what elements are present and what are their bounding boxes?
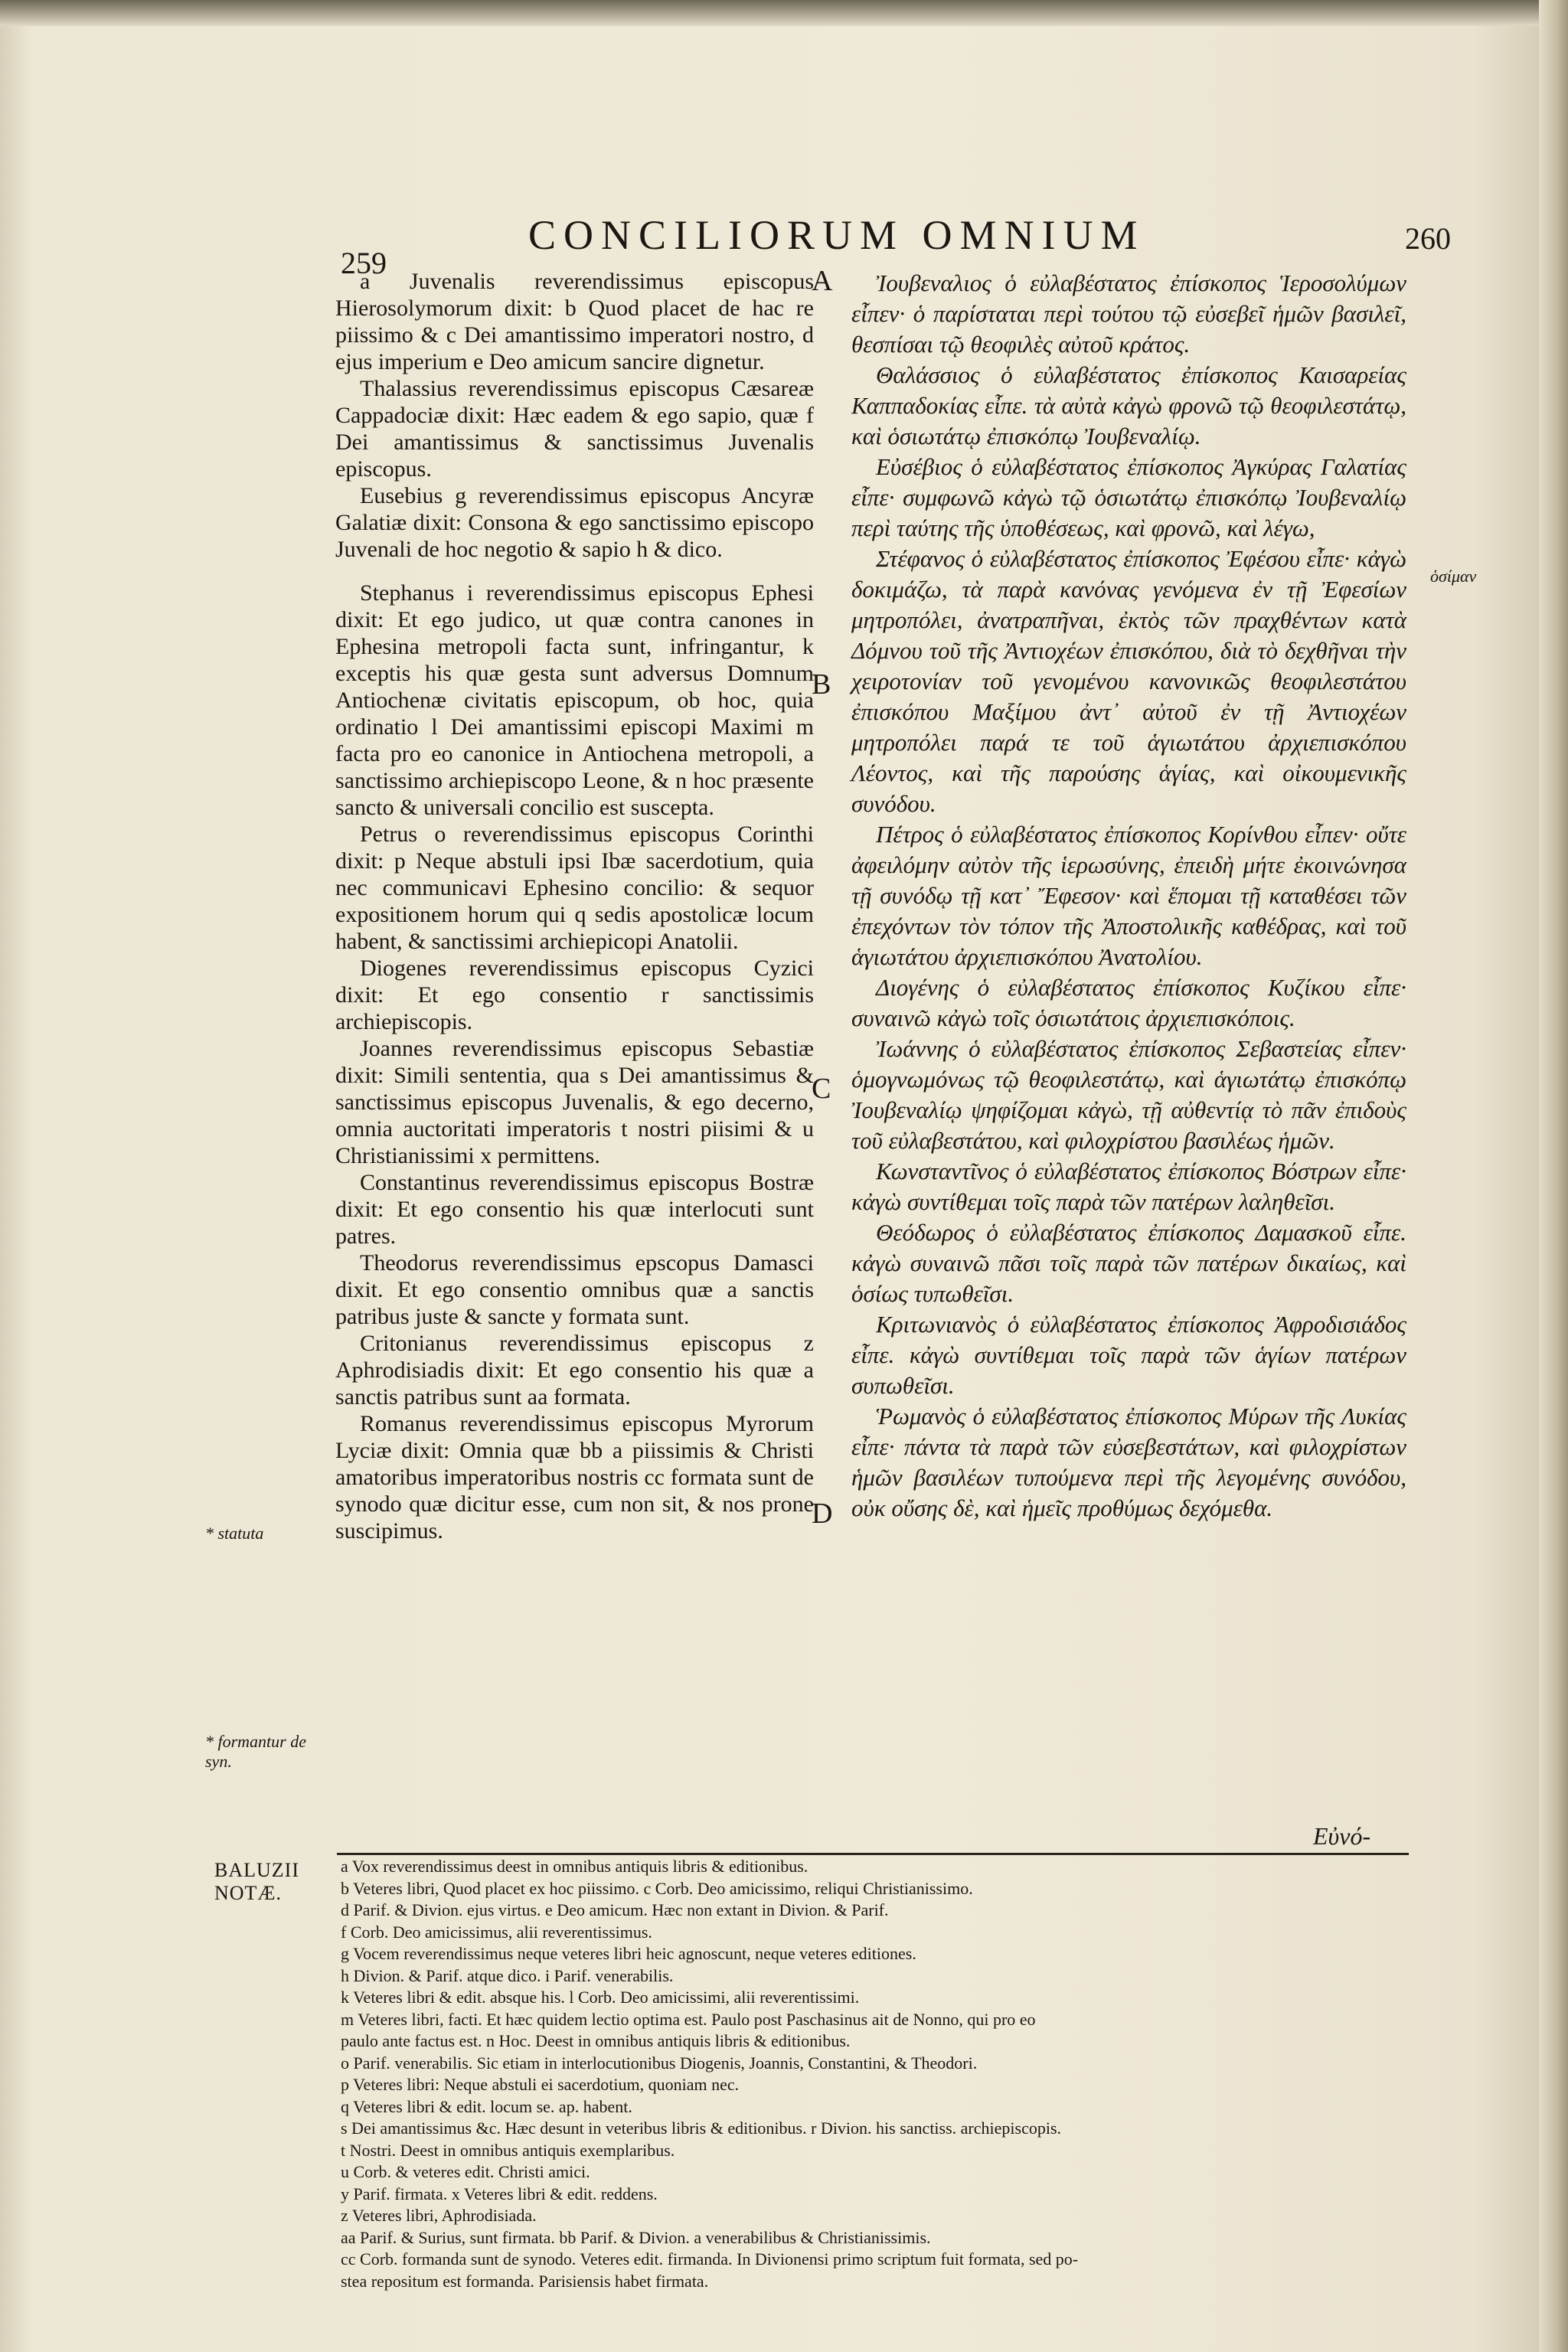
footnote-line: o Parif. venerabilis. Sic etiam in interlocutionibus Diogenis, Joannis, Constantini, & Theodori.: [341, 2053, 978, 2073]
greek-paragraph: Διογένης ὁ εὐλαβέστατος ἐπίσκοπος Κυζίκου εἶπε· συναινῶ κἀγὼ τοῖς ὁσιωτάτοις ἀρχιεπισκόποις.: [851, 974, 1406, 1031]
footnote-line: f Corb. Deo amicissimus, alii reverentissimus.: [341, 1922, 652, 1942]
running-title: CONCILIORUM OMNIUM: [528, 212, 1145, 258]
latin-paragraph: Petrus o reverendissimus episcopus Corinthi dixit: p Neque abstuli ipsi Ibæ sacerdotium, quia nec communicavi Ephesino concilio: & sequor expositionem horum qui q sedis apostolicæ locum habent, & sanctissimi archiepicopi Anatolii.: [335, 822, 814, 954]
latin-paragraph: Stephanus i reverendissimus episcopus Ephesi dixit: Et ego judico, ut quæ contra canones in Ephesina metropoli facta sunt, infringantur, k exceptis his quæ gesta sunt adversus Domnum Antiochenæ civitatis episcopum, ob hoc, quia ordinatio l Dei amantissimi episcopi Maximi m facta pro eo canonice in Antiochena metropoli, a sanctissimo archiepiscopo Leone, & n hoc præsente sancto & universali concilio est suscepta.: [335, 580, 814, 820]
footnote-line: q Veteres libri & edit. locum se. ap. habent.: [341, 2096, 632, 2116]
greek-column: [851, 268, 1406, 1524]
greek-paragraph: Πέτρος ὁ εὐλαβέστατος ἐπίσκοπος Κορίνθου εἶπεν· οὔτε ἀφειλόμην αὐτὸν τῆς ἱερωσύνης, ἐπειδὴ μήτε ἐκοινώνησα τῇ συνόδῳ τῇ κατ᾽ Ἔφεσον· καὶ ἕπομαι τῇ καταθέσει τῶν ἐπεχόντων τὸν τόπον τῆς Ἀποστολικῆς καθέδρας, καὶ τοῦ ἁγιωτάτου ἀρχιεπισκόπου Ἀνατολίου.: [851, 821, 1406, 970]
footnote-line: m Veteres libri, facti. Et hæc quidem lectio optima est. Paulo post Paschasinus ait de Nonno, qui pro eo: [341, 2009, 1036, 2029]
latin-paragraph: Critonianus reverendissimus episcopus z Aphrodisiadis dixit: Et ego consentio his quæ a sanctis patribus sunt aa formata.: [335, 1331, 814, 1410]
latin-paragraph: Diogenes reverendissimus episcopus Cyzici dixit: Et ego consentio r sanctissimis archiepiscopis.: [335, 956, 814, 1034]
greek-paragraph: Ἰουβεναλιος ὁ εὐλαβέστατος ἐπίσκοπος Ἱεροσολύμων εἶπεν· ὁ παρίσταται περὶ τούτου τῷ εὐσεβεῖ ἡμῶν βασιλεῖ, θεσπίσαι τῷ θεοφιλὲς αὐτοῦ κράτος.: [851, 270, 1406, 358]
footnote-line: stea repositum est formanda. Parisiensis habet firmata.: [341, 2271, 709, 2291]
footnote-line: d Parif. & Divion. ejus virtus. e Deo amicum. Hæc non extant in Divion. & Parif.: [341, 1900, 889, 1919]
book-spine-shadow: [1539, 0, 1568, 2352]
footnote-line: h Divion. & Parif. atque dico. i Parif. venerabilis.: [341, 1965, 674, 1985]
latin-paragraph: Joannes reverendissimus episcopus Sebastiæ dixit: Simili sententia, qua s Dei amantissimus & sanctissimus episcopus Juvenalis, & ego decerno, omnia auctoritati imperatoris t nostri piisimi & u Christianissimi x permittens.: [335, 1036, 814, 1168]
notes-label-line: BALUZII: [214, 1859, 299, 1881]
running-header: [0, 207, 1568, 280]
latin-paragraph: a Juvenalis reverendissimus episcopus Hierosolymorum dixit: b Quod placet de hac re piissimo & c Dei amantissimo imperatori nostro, d ejus imperium e Deo amicum sancire dignetur.: [335, 269, 814, 374]
section-letter-c: C: [812, 1073, 831, 1105]
footnote-line: u Corb. & veteres edit. Christi amici.: [341, 2162, 590, 2181]
footnote-line: k Veteres libri & edit. absque his. l Corb. Deo amicissimi, alii reverentissimi.: [341, 1988, 860, 2007]
footnote-line: p Veteres libri: Neque abstuli ei sacerdotium, quoniam nec.: [341, 2075, 740, 2094]
notes-label: [214, 1859, 299, 1905]
footnote-line: aa Parif. & Surius, sunt firmata. bb Parif. & Divion. a venerabilibus & Christianissimis.: [341, 2227, 931, 2247]
section-letter-d: D: [812, 1498, 833, 1530]
greek-paragraph: Κριτωνιανὸς ὁ εὐλαβέστατος ἐπίσκοπος Ἀφροδισιάδος εἶπε. κἀγὼ συντίθεμαι τοῖς παρὰ τῶν ἁγίων πατέρων συπωθεῖσι.: [851, 1311, 1406, 1399]
margin-note-formantur: * formantur de syn.: [205, 1732, 306, 1771]
greek-paragraph: Ῥωμανὸς ὁ εὐλαβέστατος ἐπίσκοπος Μύρων τῆς Λυκίας εἶπε· πάντα τὰ παρὰ τῶν εὐσεβεστάτων, καὶ φιλοχρίστων ἡμῶν βασιλέων τυπούμενα περὶ τῆς λεγομένης συνόδου, οὐκ οὔσης δὲ, καὶ ἡμεῖς προθύμως δεχόμεθα.: [851, 1403, 1406, 1521]
footnote-line: t Nostri. Deest in omnibus antiquis exemplaribus.: [341, 2140, 675, 2160]
latin-paragraph: Romanus reverendissimus episcopus Myrorum Lyciæ dixit: Omnia quæ bb a piissimis & Christi amatoribus imperatoribus nostris cc formata sunt de synodo quæ dicitur esse, cum non sit, & nos prone suscipimus.: [335, 1411, 814, 1544]
notes-label-line: NOTÆ.: [214, 1882, 283, 1904]
greek-paragraph: Θαλάσσιος ὁ εὐλαβέστατος ἐπίσκοπος Καισαρείας Καππαδοκίας εἶπε. τὰ αὐτὰ κἀγὼ φρονῶ τῷ θεοφιλεστάτῳ, καὶ ὁσιωτάτῳ ἐπισκόπῳ Ἰουβεναλίῳ.: [851, 361, 1406, 449]
footnote-line: y Parif. firmata. x Veteres libri & edit. reddens.: [341, 2184, 658, 2203]
section-letter-b: B: [812, 668, 831, 701]
footnote-rule: [337, 1853, 1409, 1855]
latin-column: [335, 268, 814, 1544]
greek-paragraph: Στέφανος ὁ εὐλαβέστατος ἐπίσκοπος Ἐφέσου εἶπε· κἀγὼ δοκιμάζω, τὰ παρὰ κανόνας γενόμενα ἐν τῇ Ἐφεσίων μητροπόλει, ἀνατραπῆναι, ἐκτὸς τῶν πραχθέντων κατὰ Δόμνου τοῦ τῆς Ἀντιοχέων ἐπισκόπου, διὰ τὸ δεχθῆναι τὴν χειροτονίαν τοῦ γενομένου κανονικῶς θεοφιλεστάτου ἐπισκόπου Μαξίμου ἀντ᾽ αὐτοῦ ἐν τῇ Ἀντιοχέων μητροπόλει παρά τε τοῦ ἁγιωτάτου ἀρχιεπισκόπου Λέοντος, καὶ τῆς παρούσης ἁγίας, καὶ οἰκουμενικῆς συνόδου.: [851, 545, 1406, 817]
margin-note-statuta: * statuta: [205, 1524, 264, 1543]
page-top-shadow: [0, 0, 1568, 26]
latin-paragraph: Eusebius g reverendissimus episcopus Ancyræ Galatiæ dixit: Consona & ego sanctissimo episcopo Juvenali de hoc negotio & sapio h & dico.: [335, 483, 814, 562]
greek-paragraph: Ἰωάννης ὁ εὐλαβέστατος ἐπίσκοπος Σεβαστείας εἶπεν· ὁμογνωμόνως τῷ θεοφιλεστάτῳ, καὶ ἁγιωτάτῳ ἐπισκόπῳ Ἰουβεναλίῳ ψηφίζομαι κἀγὼ, τῇ αὐθεντίᾳ τὸ πᾶν ἐπιδοὺς τοῦ εὐλαβεστάτου, καὶ φιλοχρίστου βασιλέως ἡμῶν.: [851, 1035, 1406, 1154]
page-number-left: 259: [341, 246, 387, 280]
footnote-line: z Veteres libri, Aphrodisiada.: [341, 2206, 537, 2225]
margin-note-greek-variant: ὁσίμαν: [1430, 567, 1477, 586]
baluzii-notes: [341, 1856, 1413, 2292]
latin-paragraph: Thalassius reverendissimus episcopus Cæsareæ Cappadociæ dixit: Hæc eadem & ego sapio, quæ f Dei amantissimus & sanctissimus Juvenalis episcopus.: [335, 376, 814, 482]
section-letter-a: A: [812, 265, 833, 297]
greek-paragraph: Εὐσέβιος ὁ εὐλαβέστατος ἐπίσκοπος Ἀγκύρας Γαλατίας εἶπε· συμφωνῶ κἀγὼ τῷ ὁσιωτάτῳ ἐπισκόπῳ Ἰουβεναλίῳ περὶ ταύτης τῆς ὑποθέσεως, καὶ φρονῶ, καὶ λέγω,: [851, 453, 1406, 541]
latin-paragraph: Theodorus reverendissimus epscopus Damasci dixit. Et ego consentio omnibus quæ a sanctis patribus juste & sancte y formata sunt.: [335, 1250, 814, 1329]
footnote-line: b Veteres libri, Quod placet ex hoc piissimo. c Corb. Deo amicissimo, reliqui Christianissimo.: [341, 1878, 973, 1898]
footnote-line: cc Corb. formanda sunt de synodo. Veteres edit. firmanda. In Divionensi primo scriptum fuit formata, sed po-: [341, 2249, 1079, 2269]
footnote-line: s Dei amantissimus &c. Hæc desunt in veteribus libris & editionibus. r Divion. his sanctiss. archiepiscopis.: [341, 2118, 1062, 2138]
page-number-right: 260: [1405, 221, 1451, 256]
latin-paragraph: Constantinus reverendissimus episcopus Bostræ dixit: Et ego consentio his quæ interlocuti sunt patres.: [335, 1170, 814, 1249]
footnote-line: paulo ante factus est. n Hoc. Deest in omnibus antiquis libris & editionibus.: [341, 2031, 851, 2050]
footnote-line: g Vocem reverendissimus neque veteres libri heic agnoscunt, neque veteres editiones.: [341, 1944, 916, 1963]
greek-paragraph: Θεόδωρος ὁ εὐλαβέστατος ἐπίσκοπος Δαμασκοῦ εἶπε. κἀγὼ συναινῶ πᾶσι τοῖς παρὰ τῶν πατέρων δικαίως, καὶ ὁσίως τυπωθεῖσι.: [851, 1219, 1406, 1307]
greek-paragraph: Κωνσταντῖνος ὁ εὐλαβέστατος ἐπίσκοπος Βόστρων εἶπε· κἀγὼ συντίθεμαι τοῖς παρὰ τῶν πατέρων λαληθεῖσι.: [851, 1158, 1406, 1215]
footnote-line: a Vox reverendissimus deest in omnibus antiquis libris & editionibus.: [341, 1857, 808, 1876]
catchword: Εὐνό-: [1313, 1822, 1371, 1850]
